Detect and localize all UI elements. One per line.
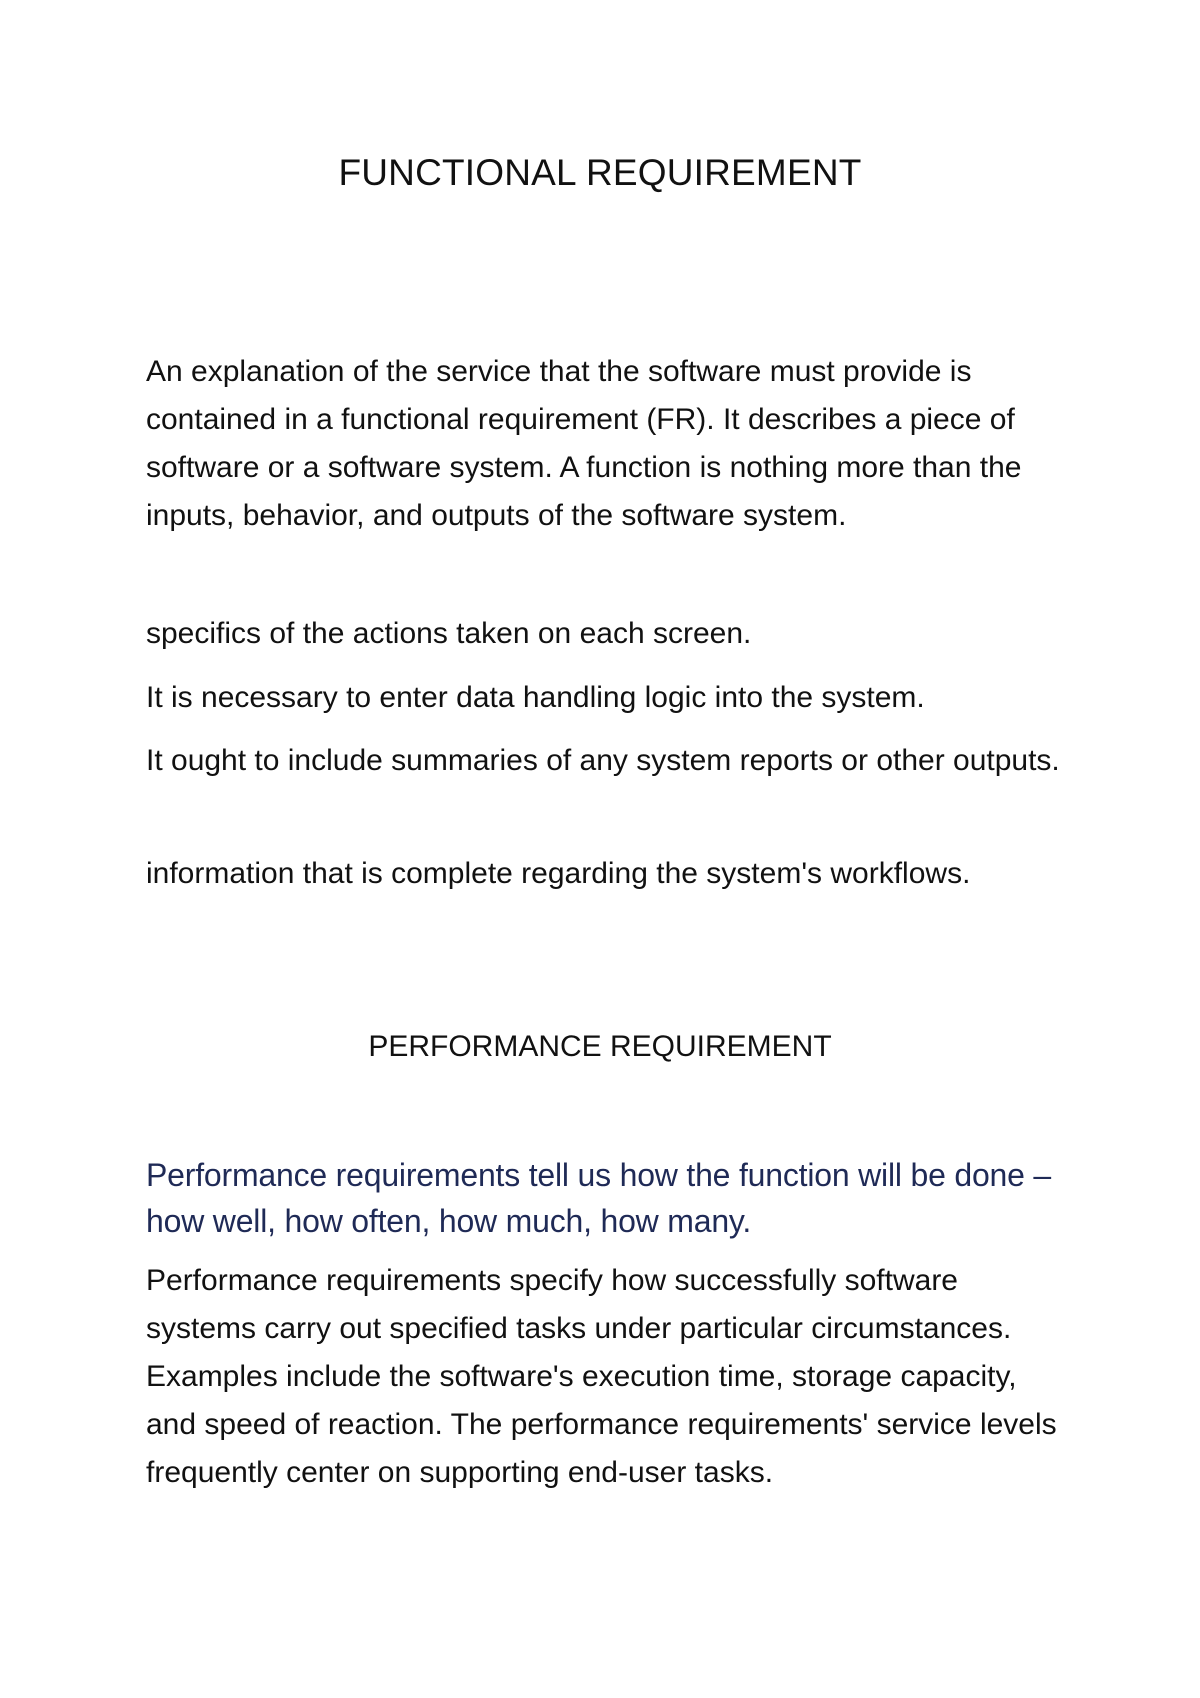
functional-point-screen-actions: specifics of the actions taken on each screen. (146, 617, 752, 650)
functional-point-data-handling: It is necessary to enter data handling logic into the system. (146, 681, 925, 714)
functional-point-workflows: information that is complete regarding the system's workflows. (146, 857, 971, 890)
functional-intro-paragraph: An explanation of the service that the software must provide is contained in a functional requirement (FR). It describes a piece of software or a software system. A function is nothing more than the inputs, behavior, and outputs of the software system. (146, 355, 1022, 532)
performance-description-paragraph: Performance requirements specify how successfully software systems carry out specified tasks under particular circumstances. Examples include the software's execution time, storage capacity, and speed of reaction. The performance requirements' service levels frequently center on supporting end-user tasks. (146, 1264, 1057, 1489)
functional-requirement-heading: FUNCTIONAL REQUIREMENT (338, 152, 862, 193)
functional-point-reports: It ought to include summaries of any system reports or other outputs. (146, 744, 1060, 777)
performance-highlight-paragraph: Performance requirements tell us how the function will be done – how well, how often, how much, how many. (146, 1157, 1052, 1239)
performance-requirement-heading: PERFORMANCE REQUIREMENT (368, 1030, 832, 1063)
